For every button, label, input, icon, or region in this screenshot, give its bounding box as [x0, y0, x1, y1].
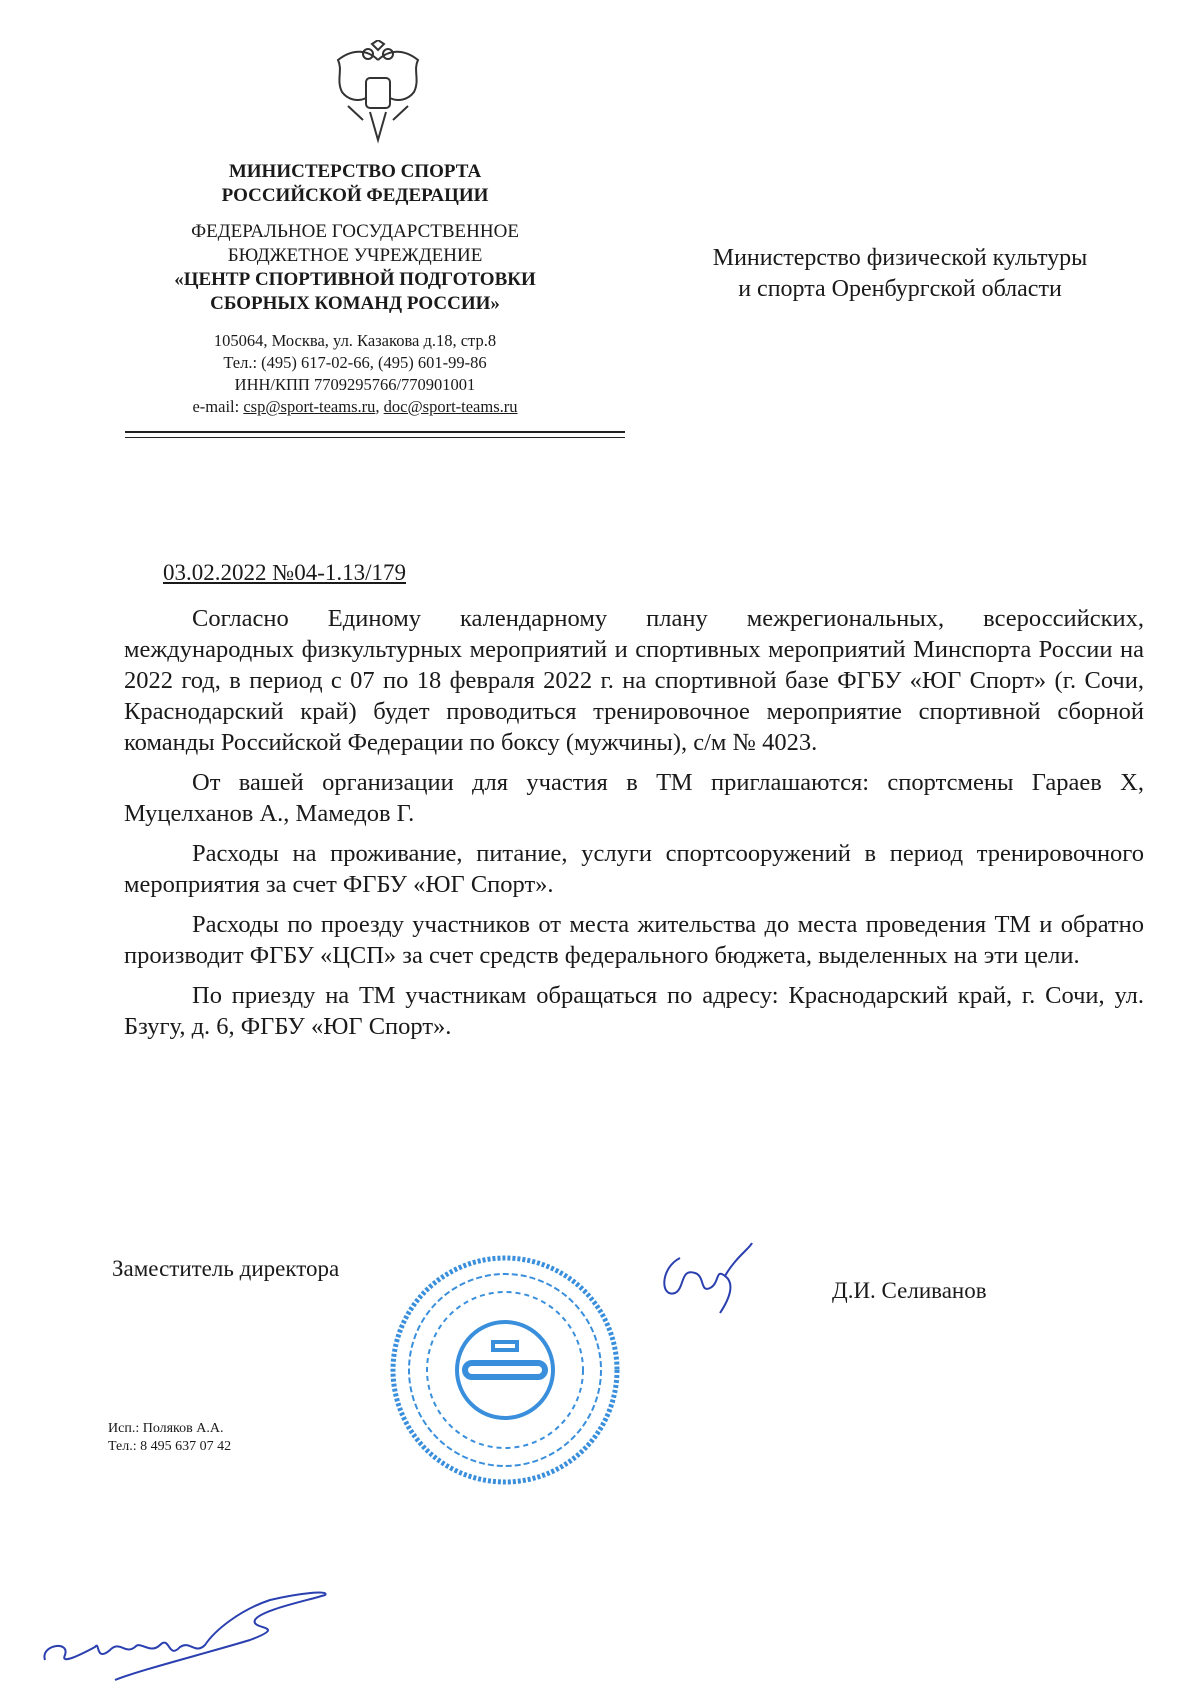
email-label: e-mail:	[192, 397, 244, 416]
official-stamp-icon	[385, 1250, 625, 1490]
letter-body	[124, 603, 1144, 1051]
email-link-doc[interactable]: doc@sport-teams.ru	[383, 397, 518, 416]
executor-name: Исп.: Поляков А.А.	[108, 1421, 224, 1436]
email-link-csp[interactable]: csp@sport-teams.ru	[243, 397, 376, 416]
signatory-name: Д.И. Селиванов	[832, 1278, 987, 1303]
org-address: 105064, Москва, ул. Казакова д.18, стр.8	[213, 331, 497, 350]
coat-of-arms-emblem-icon	[328, 40, 428, 148]
director-signature-icon	[650, 1238, 770, 1318]
executor-info	[108, 1420, 231, 1456]
org-contacts	[120, 330, 590, 418]
document-reference: 03.02.2022 №04-1.13/179	[163, 560, 406, 585]
letterhead	[120, 160, 590, 418]
body-paragraph: Расходы по проезду участников от места жительства до места проведения ТМ и обратно производит ФГБУ «ЦСП» за счет средств федерального бюджета, выделенных на эти цели.	[124, 911, 1144, 969]
body-paragraph: От вашей организации для участия в ТМ приглашаются: спортсмены Гараев Х, Муцелханов А., Мамедов Г.	[124, 769, 1144, 827]
email-separator: ,	[375, 397, 384, 416]
recipient-line: Министерство физической культуры	[712, 245, 1088, 271]
body-paragraph: По приезду на ТМ участникам обращаться по адресу: Краснодарский край, г. Сочи, ул. Бзугу, д. 6, ФГБУ «ЮГ Спорт».	[124, 982, 1144, 1040]
ministry-line: МИНИСТЕРСТВО СПОРТА	[228, 161, 482, 182]
ministry-line: РОССИЙСКОЙ ФЕДЕРАЦИИ	[221, 185, 489, 206]
org-line: БЮДЖЕТНОЕ УЧРЕЖДЕНИЕ	[227, 245, 483, 266]
org-name: СБОРНЫХ КОМАНД РОССИИ»	[210, 293, 500, 314]
body-paragraph: Расходы на проживание, питание, услуги спортсооружений в период тренировочного мероприятия за счет ФГБУ «ЮГ Спорт».	[124, 840, 1144, 898]
org-phone: Тел.: (495) 617-02-66, (495) 601-99-86	[223, 353, 487, 372]
recipient-line: и спорта Оренбургской области	[738, 276, 1062, 302]
org-name: «ЦЕНТР СПОРТИВНОЙ ПОДГОТОВКИ	[174, 269, 536, 290]
org-line: ФЕДЕРАЛЬНОЕ ГОСУДАРСТВЕННОЕ	[191, 221, 519, 242]
body-paragraph: Согласно Единому календарному плану межрегиональных, всероссийских, международных физкультурных мероприятий и спортивных мероприятий Минспорта России на 2022 год, в период с 07 по 18 февраля 2022 г. на спортивной базе ФГБУ «ЮГ Спорт» (г. Сочи, Краснодарский край) будет проводиться тренировочное мероприятие спортивной сборной команды Российской Федерации по боксу (мужчины), с/м № 4023.	[124, 605, 1144, 756]
org-email	[120, 396, 590, 418]
letterhead-divider	[125, 431, 625, 433]
org-inn: ИНН/КПП 7709295766/770901001	[234, 375, 476, 394]
recipient	[660, 243, 1140, 305]
handwritten-signature-icon	[40, 1585, 360, 1685]
letterhead-divider	[125, 437, 625, 438]
signatory-title: Заместитель директора	[112, 1256, 340, 1281]
executor-phone: Тел.: 8 495 637 07 42	[108, 1439, 232, 1454]
